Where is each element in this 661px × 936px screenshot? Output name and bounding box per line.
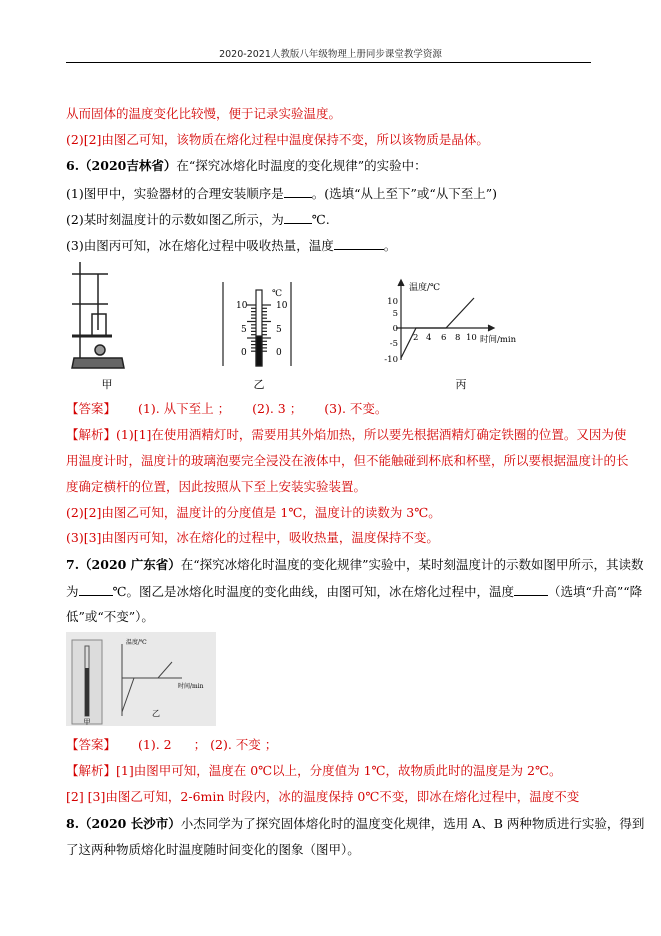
q8-number: 8.（2020 长沙市） bbox=[66, 816, 181, 831]
q6-figures bbox=[60, 260, 540, 395]
apparatus-figure bbox=[72, 262, 124, 368]
q6-p2-unit: ℃. bbox=[311, 212, 330, 227]
answer-blank bbox=[284, 185, 312, 198]
graph-y-tick: 10 bbox=[387, 297, 398, 307]
graph-x-tick: 4 bbox=[426, 333, 432, 343]
q7-line2 bbox=[66, 583, 643, 600]
graph-x-label: 时间/min bbox=[178, 683, 204, 690]
q7-text: 为 bbox=[66, 584, 79, 599]
fig-label-yi: 乙 bbox=[152, 709, 160, 718]
q6-p2-text: (2)某时刻温度计的示数如图乙所示，为 bbox=[66, 212, 284, 227]
fig-label-bing: 丙 bbox=[455, 378, 467, 391]
graph-x-tick: 6 bbox=[441, 333, 447, 343]
graph-x-tick: 10 bbox=[466, 333, 477, 343]
q7-stem bbox=[66, 557, 644, 573]
answer-blank bbox=[514, 583, 548, 596]
analysis-label: 【解析】 bbox=[66, 427, 117, 442]
fig-label-yi: 乙 bbox=[253, 378, 265, 391]
fig-label-jia: 甲 bbox=[83, 718, 91, 726]
thermo-tick-label: 10 bbox=[236, 301, 248, 311]
q8-line2: 了这两种物质熔化时温度随时间变化的图象（图甲）。 bbox=[66, 842, 360, 857]
answer-item: (2). 3 ； bbox=[252, 401, 303, 416]
q7-text: ℃。图乙是冰熔化时温度的变化曲线，由图可知，冰在熔化过程中，温度 bbox=[112, 584, 515, 599]
thermo-tick-label: 0 bbox=[241, 348, 247, 358]
q7-figures bbox=[66, 632, 216, 726]
prev-analysis-line: (2)[2]由图乙可知，该物质在熔化过程中温度保持不变，所以该物质是晶体。 bbox=[66, 132, 489, 147]
answer-blank bbox=[284, 211, 312, 224]
graph-x-tick: 8 bbox=[455, 333, 461, 343]
q6-number: 6.（2020吉林省） bbox=[66, 158, 177, 173]
q6-p1-hint: 。(选填“从上至下”或“从下至上”) bbox=[311, 186, 498, 201]
analysis-text: [1]由图甲可知，温度在 0℃以上，分度值为 1℃，故物质此时的温度是为 2℃。 bbox=[116, 763, 562, 778]
thermo-tick-label: 5 bbox=[241, 325, 247, 335]
thermo-tick-label: 10 bbox=[276, 301, 288, 311]
answer-item: (3). 不变。 bbox=[324, 401, 388, 416]
answer-label: 【答案】 bbox=[66, 401, 117, 416]
q6-stem-text: 在“探究冰熔化时温度的变化规律”的实验中： bbox=[176, 158, 427, 173]
answer-item: (1). 2 bbox=[138, 737, 172, 752]
q6-part2 bbox=[66, 211, 596, 228]
q6-analysis-line: 用温度计时，温度计的玻璃泡要完全浸没在液体中，但不能触碰到杯底和杯壁，所以要根据温度计的长 bbox=[66, 453, 629, 468]
answer-blank bbox=[334, 237, 384, 250]
analysis-label: 【解析】 bbox=[66, 763, 117, 778]
thermo-tick-label: 0 bbox=[276, 348, 282, 358]
answer-blank bbox=[79, 583, 113, 596]
q7-stem-text: 在“探究冰熔化时温度的变化规律”实验中，某时刻温度计的示数如图甲所示，其读数 bbox=[180, 557, 644, 572]
graph-y-tick: -5 bbox=[389, 339, 398, 349]
q7-analysis-line: [2] [3]由图乙可知，2-6min 时段内，冰的温度保持 0℃不变，即冰在熔化过程中，温度不变 bbox=[66, 789, 580, 804]
graph-y-label: 温度/℃ bbox=[409, 283, 441, 293]
q7-answer bbox=[66, 737, 596, 753]
q6-p3-text: (3)由图丙可知，冰在熔化过程中吸收热量，温度 bbox=[66, 238, 334, 253]
page-header: 2020-2021人教版八年级物理上册同步课堂教学资源 bbox=[219, 49, 442, 60]
q8-stem-text: 小杰同学为了探究固体熔化时的温度变化规律，选用 A、B 两种物质进行实验，得到 bbox=[180, 816, 645, 831]
graph-y-tick: 0 bbox=[392, 324, 398, 334]
header-rule bbox=[66, 62, 591, 63]
q6-part3 bbox=[66, 237, 596, 254]
answer-separator: ； bbox=[193, 737, 207, 752]
answer-item: (1). 从下至上 ； bbox=[138, 401, 231, 416]
q6-analysis-line: (2)[2]由图乙可知，温度计的分度值是 1℃，温度计的读数为 3℃。 bbox=[66, 505, 441, 520]
q6-p1-text: (1)图甲中，实验器材的合理安装顺序是 bbox=[66, 186, 284, 201]
q8-stem bbox=[66, 816, 645, 832]
graph-x-tick: 2 bbox=[413, 333, 419, 343]
q6-p3-end: 。 bbox=[383, 238, 397, 253]
graph-y-label: 温度/℃ bbox=[126, 639, 147, 646]
graph-y-tick: -10 bbox=[384, 355, 398, 365]
q6-stem bbox=[66, 158, 596, 174]
q7-number: 7.（2020 广东省） bbox=[66, 557, 181, 572]
q7-text: （选填“升高”“降 bbox=[548, 584, 643, 599]
thermo-unit: ℃ bbox=[272, 289, 283, 299]
analysis-text: (1)[1]在使用酒精灯时，需要用其外焰加热，所以要先根据酒精灯确定铁圈的位置。又因为使 bbox=[116, 427, 627, 442]
graph-y-tick: 5 bbox=[392, 309, 398, 319]
thermo-tick-label: 5 bbox=[276, 325, 282, 335]
q7-line3: 低”或“不变”）。 bbox=[66, 609, 154, 624]
q6-analysis-line: 度确定横杆的位置，因此按照从下至上安装实验装置。 bbox=[66, 479, 367, 494]
graph-x-label: 时间/min bbox=[480, 335, 517, 345]
q6-answer bbox=[66, 401, 596, 417]
fig-label-jia: 甲 bbox=[101, 378, 113, 391]
answer-item: (2). 不变 ； bbox=[210, 737, 278, 752]
q6-analysis-line bbox=[66, 427, 627, 443]
answer-label: 【答案】 bbox=[66, 737, 117, 752]
prev-analysis-line: 从而固体的温度变化比较慢，便于记录实验温度。 bbox=[66, 106, 342, 121]
q6-analysis-line: (3)[3]由图丙可知，冰在熔化的过程中，吸收热量，温度保持不变。 bbox=[66, 530, 439, 545]
q6-part1 bbox=[66, 185, 596, 202]
q7-analysis-line bbox=[66, 763, 596, 779]
